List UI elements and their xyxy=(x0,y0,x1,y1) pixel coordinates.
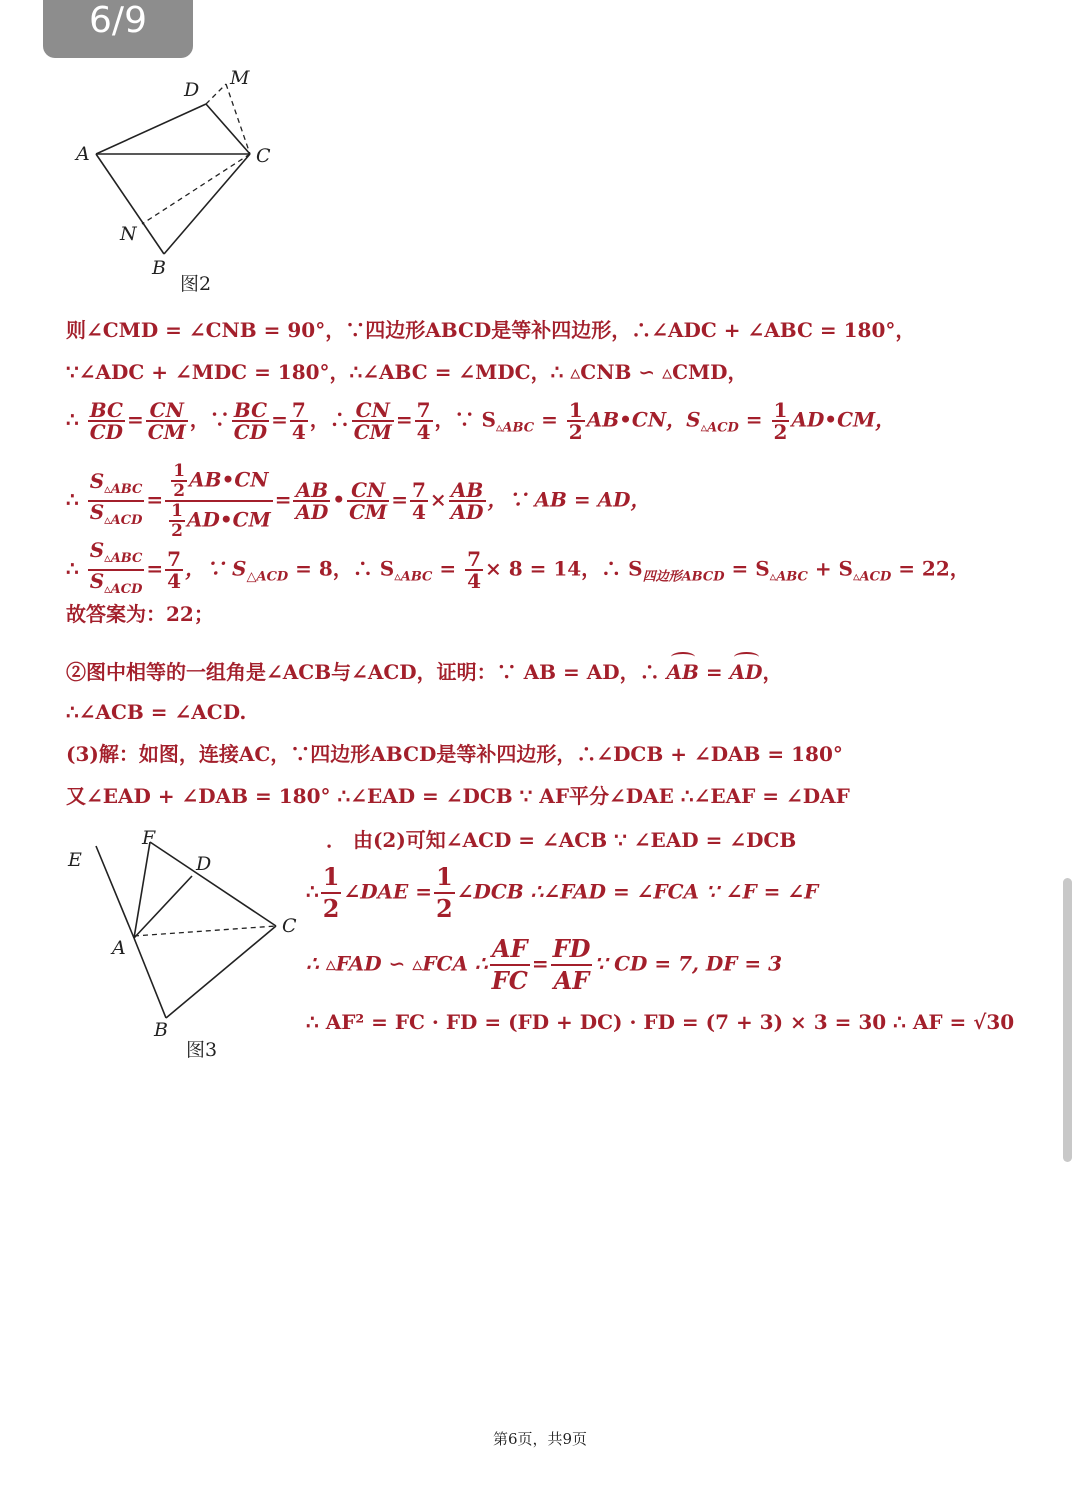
fig3-label-b: B xyxy=(154,1019,168,1041)
fig2-label-d: D xyxy=(184,79,200,101)
solution-line-14: ∴ AF² = FC · FD = (FD + DC) · FD = (7 + 3) × 3 = 30 ∴ AF = √30 xyxy=(306,1010,1015,1034)
page-footer: 第6页，共9页 xyxy=(492,1430,588,1448)
fig3-caption: 图3 xyxy=(186,1039,218,1061)
solution-line-12: ∴ $\frac{1}{2}$ ∠DAE = $\frac{1}{2}$ ∠DCB ∴∠FAD = ∠FCA ∵ ∠F = ∠F xyxy=(306,862,819,923)
solution-line-5: ∴ $\frac{S_{▵ABC}}{S_{▵ACD}}$ = $\frac{7}{4}$ ，∵ $S_{\triangle ACD} = 8$，∴ $S_{▵ABC}$ = $\frac{7}{4}$ × 8 = 14，∴ $S_{四边形ABCD} = S_{▵ABC} + S_{▵ACD} = 22$， xyxy=(66,538,970,597)
solution-line-7: ②图中相等的一组角是∠ACB与∠ACD，证明：∵ AB = AD，∴ AB = AD， xyxy=(66,660,783,684)
fig2-label-b: B xyxy=(152,257,166,279)
fig3-label-f: F xyxy=(142,827,156,849)
solution-line-3: ∴ $\frac{BC}{CD}$ = $\frac{CN}{CM}$ ，∵ $\frac{BC}{CD}$ = $\frac{7}{4}$ ，∴ $\frac{CN}{CM}$ = $\frac{7}{4}$ ，∵ $S_{▵ABC}$ = $\frac{1}{2}$ AB•CN，$S_{▵ACD}$ = $\frac{1}{2}$ AD•CM， xyxy=(66,398,896,444)
solution-line-9: (3)解：如图，连接AC，∵四边形ABCD是等补四边形，∴∠DCB + ∠DAB = 180° xyxy=(66,742,843,766)
solution-line-11: ． 由(2)可知∠ACD = ∠ACB ∵ ∠EAD = ∠DCB xyxy=(326,828,797,852)
fig3-label-d: D xyxy=(196,853,212,875)
fig2-label-n: N xyxy=(120,223,137,245)
solution-line-2: ∵∠ADC + ∠MDC = 180°，∴∠ABC = ∠MDC，∴ ▵CNB ∽ ▵CMD， xyxy=(66,360,748,384)
figure-2 xyxy=(70,64,310,300)
fig2-caption: 图2 xyxy=(180,273,212,295)
solution-line-8: ∴∠ACB = ∠ACD. xyxy=(66,700,247,724)
fig2-label-a: A xyxy=(76,143,90,165)
fraction: $\frac{BC}{CD}$ xyxy=(89,398,123,444)
page-indicator: 6/9 xyxy=(43,0,193,58)
solution-line-10: 又∠EAD + ∠DAB = 180° ∴∠EAD = ∠DCB ∵ AF平分∠DAE ∴∠EAF = ∠DAF xyxy=(66,784,850,808)
scrollbar[interactable] xyxy=(1063,878,1072,1162)
figure-3 xyxy=(62,826,312,1066)
solution-line-4: ∴ $\frac{S_{▵ABC}}{S_{▵ACD}}$ = $\frac{1}{2}$ AB•CN $\frac{1}{2}$ AD•CM = $\frac{AB}{AD}$ • $\frac{CN}{CM}$ = $\frac{7}{4}$ × $\frac{AB}{AD}$ ，∵ AB = AD， xyxy=(66,461,651,541)
solution-line-13: ∴ ▵FAD ∽ ▵FCA ∴ $\frac{AF}{FC}$ = $\frac{FD}{AF}$ ∵ CD = 7, DF = 3 xyxy=(306,934,783,995)
fig3-label-c: C xyxy=(282,915,297,937)
solution-line-6: 故答案为：22； xyxy=(66,602,214,626)
fig2-label-m: M xyxy=(230,67,250,89)
solution-line-1: 则∠CMD = ∠CNB = 90°，∵四边形ABCD是等补四边形，∴∠ADC + ∠ABC = 180°， xyxy=(66,318,916,342)
fig3-label-a: A xyxy=(112,937,126,959)
fig2-label-c: C xyxy=(256,145,271,167)
fig3-label-e: E xyxy=(68,849,82,871)
